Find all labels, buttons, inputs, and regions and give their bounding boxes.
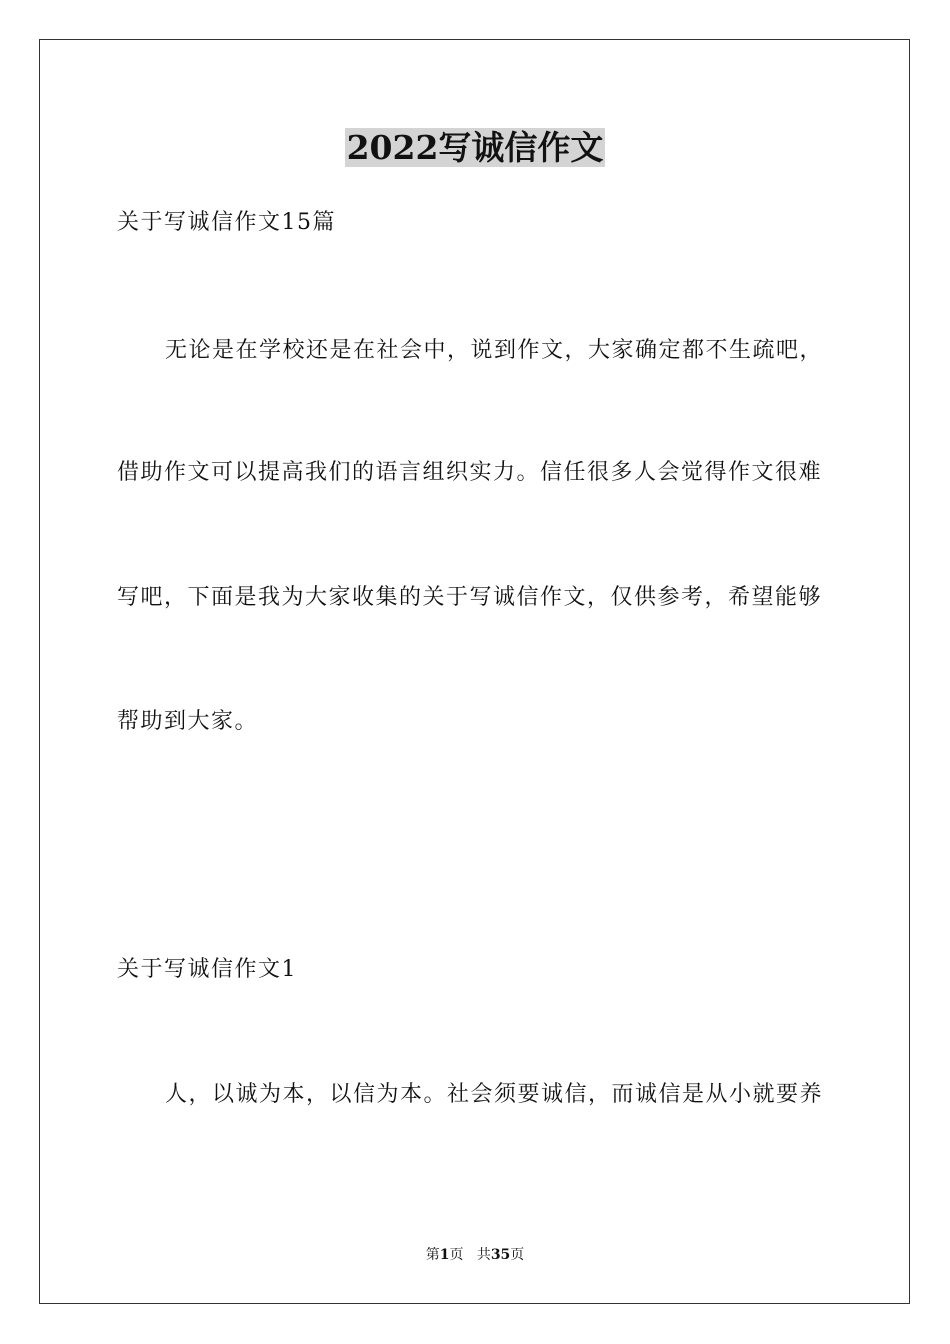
paragraph-line: 借助作文可以提高我们的语言组织实力。信任很多人会觉得作文很难 xyxy=(117,460,823,485)
document-title-text: 2022写诚信作文 xyxy=(346,128,604,167)
footer-total-pages: 35 xyxy=(490,1247,511,1263)
paragraph-line: 写吧，下面是我为大家收集的关于写诚信作文，仅供参考，希望能够 xyxy=(117,585,823,610)
footer-page-number: 1 xyxy=(439,1247,450,1263)
footer-page-suffix: 页 xyxy=(449,1247,464,1263)
section-heading: 关于写诚信作文1 xyxy=(117,957,297,982)
footer-total-suffix: 页 xyxy=(510,1247,525,1263)
paragraph-line: 帮助到大家。 xyxy=(117,709,259,734)
page-footer xyxy=(0,1246,950,1264)
footer-total-prefix: 共 xyxy=(476,1247,491,1263)
paragraph-line: 人，以诚为本，以信为本。社会须要诚信，而诚信是从小就要养 xyxy=(165,1082,824,1107)
document-subtitle: 关于写诚信作文15篇 xyxy=(117,210,336,235)
paragraph-line: 无论是在学校还是在社会中，说到作文，大家确定都不生疏吧， xyxy=(165,338,824,363)
document-title xyxy=(0,128,950,168)
footer-page-prefix: 第 xyxy=(425,1247,440,1263)
